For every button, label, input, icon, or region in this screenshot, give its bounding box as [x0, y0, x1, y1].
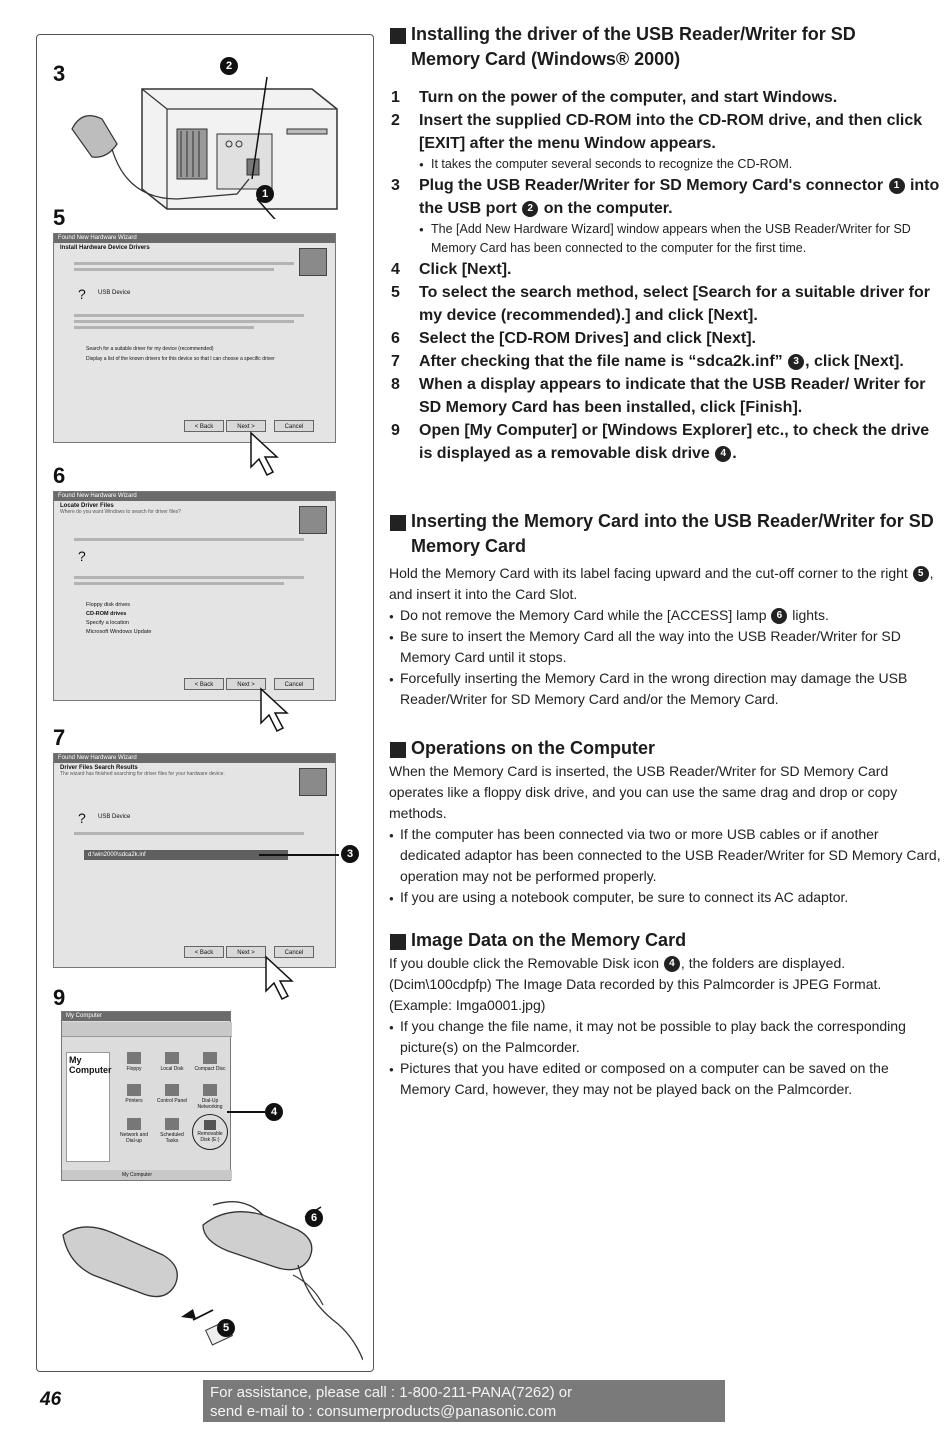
back-button[interactable]: < Back — [184, 678, 224, 690]
driver-file-path: d:\win2000\sdca2k.inf — [84, 850, 288, 860]
cdrom-checkbox[interactable]: CD-ROM drives — [86, 611, 127, 617]
step-item: 5 To select the search method, select [Search for a suitable driver for my device (recommended).] and click [Next]. — [391, 284, 930, 324]
cancel-button[interactable]: Cancel — [274, 678, 314, 690]
step-item: 2 Insert the supplied CD-ROM into the CD-ROM drive, and then click [EXIT] after the menu Window appears. ● It takes the computer several seconds to recognize the CD-ROM. — [389, 109, 941, 174]
callout-ref: 4 — [664, 956, 680, 972]
dialog-title: Found New Hardware Wizard — [54, 492, 335, 501]
floppy-drive-icon[interactable]: Floppy — [116, 1052, 152, 1072]
step-item: 9 Open [My Computer] or [Windows Explorer] etc., to check the drive is displayed as a removable disk drive 4 . — [391, 422, 930, 462]
question-icon: ? — [78, 810, 86, 826]
dialog-heading: Driver Files Search Results — [60, 765, 138, 771]
section-marker-icon — [390, 28, 406, 44]
my-computer-window — [61, 1011, 231, 1181]
network-icon[interactable]: Network and Dial-up — [116, 1118, 152, 1144]
wizard-dialog-step7 — [53, 753, 336, 968]
dialog-subheading: Where do you want Windows to search for driver files? — [60, 509, 181, 515]
support-phone-line: For assistance, please call : 1-800-211-PANA(7262) or — [210, 1384, 573, 1401]
callout-memory-card: 5 — [217, 1319, 235, 1337]
window-title: My Computer — [62, 1012, 230, 1021]
wizard-logo-icon — [299, 248, 327, 276]
step-item: 4 Click [Next]. — [391, 261, 512, 278]
status-bar: My Computer — [62, 1170, 232, 1180]
bullet-item: ● If you are using a notebook computer, be sure to connect its AC adaptor. — [389, 887, 941, 908]
bullet-list — [389, 1016, 941, 1100]
step-label-3: 3 — [53, 61, 66, 86]
cursor-arrow-icon — [262, 955, 302, 1001]
step-label-7: 7 — [53, 725, 66, 750]
callout-ref: 3 — [788, 354, 804, 370]
dialog-heading: Locate Driver Files — [60, 503, 114, 509]
callout-ref: 6 — [771, 608, 787, 624]
page-number: 46 — [40, 1389, 62, 1410]
local-disk-icon[interactable]: Local Disk — [154, 1052, 190, 1072]
step-item: 6 Select the [CD-ROM Drives] and click [Next]. — [391, 330, 756, 347]
windows-update-checkbox[interactable]: Microsoft Windows Update — [86, 629, 152, 635]
section-title-install-driver: Installing the driver of the USB Reader/Writer for SD Memory Card (Windows® 2000) — [389, 22, 941, 72]
bullet-list — [389, 605, 941, 710]
bullet-item: ● If the computer has been connected via two or more USB cables or if another dedicated adaptor has been connected to the USB Reader/Writer for SD Memory Card, operation may not be performed properly. — [389, 824, 941, 887]
dialog-subheading: The wizard has finished searching for driver files for your hardware device. — [60, 771, 225, 777]
callout-usb-port: 2 — [220, 57, 238, 75]
step-note: ● It takes the computer several seconds to recognize the CD-ROM. — [419, 155, 941, 174]
device-name: USB Device — [98, 290, 131, 296]
location-checkbox[interactable]: Specify a location — [86, 620, 130, 626]
callout-connector: 1 — [256, 185, 274, 203]
list-option-radio[interactable]: Display a list of the known drivers for this device so that I can choose a specific driver — [86, 356, 275, 362]
section-title-operations: Operations on the Computer — [389, 736, 941, 761]
control-panel-icon[interactable]: Control Panel — [154, 1084, 190, 1104]
cancel-button[interactable]: Cancel — [274, 420, 314, 432]
question-icon: ? — [78, 286, 86, 302]
section-title-image-data: Image Data on the Memory Card — [389, 928, 941, 953]
side-label: My Computer — [66, 1052, 110, 1162]
dialog-title: Found New Hardware Wizard — [54, 234, 335, 243]
wizard-dialog-step6 — [53, 491, 336, 701]
step-item: 8 When a display appears to indicate that the USB Reader/ Writer for SD Memory Card has been installed, click [Finish]. — [391, 376, 926, 416]
step-note: ● The [Add New Hardware Wizard] window appears when the USB Reader/Writer for SD Memory Card has been connected to the computer for the first time. — [419, 220, 941, 258]
bullet-item: ● Be sure to insert the Memory Card all the way into the USB Reader/Writer for SD Memory Card until it stops. — [389, 626, 941, 668]
illustration-panel — [36, 34, 374, 1372]
back-button[interactable]: < Back — [184, 420, 224, 432]
callout-ref: 4 — [715, 446, 731, 462]
section-marker-icon — [390, 934, 406, 950]
section-body: Hold the Memory Card with its label facing upward and the cut-off corner to the right 5 , and insert it into the Card Slot. — [389, 565, 934, 602]
computer-usb-illustration — [57, 49, 357, 219]
wizard-logo-icon — [299, 506, 327, 534]
scheduled-tasks-icon[interactable]: Scheduled Tasks — [154, 1118, 190, 1144]
next-button[interactable]: Next > — [226, 678, 266, 690]
dialog-heading: Install Hardware Device Drivers — [60, 245, 150, 251]
step-label-5: 5 — [53, 205, 66, 230]
search-option-radio[interactable]: Search for a suitable driver for my device (recommended) — [86, 346, 214, 352]
callout-file-name: 3 — [341, 845, 359, 863]
bullet-item: ● Pictures that you have edited or composed on a computer can be saved on the Memory Card, however, they may not be played back on the Palmcorder. — [389, 1058, 941, 1100]
wizard-logo-icon — [299, 768, 327, 796]
section-marker-icon — [390, 515, 406, 531]
bullet-item: ● Forcefully inserting the Memory Card in the wrong direction may damage the USB Reader/Writer for SD Memory Card and/or the Memory Card. — [389, 668, 941, 710]
next-button[interactable]: Next > — [226, 946, 266, 958]
section-body: If you double click the Removable Disk icon 4 , the folders are displayed. (Dcim\100cdpfp) The Image Data recorded by this Palmcorder is JPEG Format. (Example: Imga0001.jpg) — [389, 955, 882, 1013]
step-item: 7 After checking that the file name is “sdca2k.inf” 3 , click [Next]. — [391, 353, 904, 370]
callout-ref: 1 — [889, 178, 905, 194]
device-name: USB Device — [98, 814, 131, 820]
removable-disk-icon[interactable]: Removable Disk (E:) — [192, 1114, 228, 1150]
dialog-title: Found New Hardware Wizard — [54, 754, 335, 763]
callout-access-lamp: 6 — [305, 1209, 323, 1227]
bullet-list — [389, 824, 941, 908]
bullet-item: ● If you change the file name, it may not be possible to play back the corresponding picture(s) on the Palmcorder. — [389, 1016, 941, 1058]
cursor-arrow-icon — [257, 687, 297, 733]
callout-removable-disk: 4 — [265, 1103, 283, 1121]
cancel-button[interactable]: Cancel — [274, 946, 314, 958]
step-label-9: 9 — [53, 985, 66, 1010]
support-email-line[interactable]: send e-mail to : consumerproducts@panasonic.com — [210, 1403, 557, 1420]
question-icon: ? — [78, 548, 86, 564]
back-button[interactable]: < Back — [184, 946, 224, 958]
section-body: When the Memory Card is inserted, the USB Reader/Writer for SD Memory Card operates like a floppy disk drive, and you can use the same drag and drop or copy methods. — [389, 763, 898, 821]
printers-icon[interactable]: Printers — [116, 1084, 152, 1104]
next-button[interactable]: Next > — [226, 420, 266, 432]
bullet-item: ● Do not remove the Memory Card while the [ACCESS] lamp 6 lights. — [389, 605, 941, 626]
wizard-dialog-step5 — [53, 233, 336, 443]
instructions-column — [389, 22, 941, 1100]
support-banner — [203, 1380, 725, 1422]
section-title-inserting-card: Inserting the Memory Card into the USB Reader/Writer for SD Memory Card — [389, 509, 941, 559]
install-steps-list — [389, 86, 941, 465]
callout-ref: 5 — [913, 566, 929, 582]
step-label-6: 6 — [53, 463, 66, 488]
dialup-icon[interactable]: Dial-Up Networking — [192, 1084, 228, 1110]
cd-drive-icon[interactable]: Compact Disc — [192, 1052, 228, 1072]
floppy-checkbox[interactable]: Floppy disk drives — [86, 602, 131, 608]
section-marker-icon — [390, 742, 406, 758]
step-item: 3 Plug the USB Reader/Writer for SD Memory Card's connector 1 into the USB port 2 on the computer. ● The [Add New Hardware Wizard] window appears when the USB Reader/Writer for SD Memory Card has been connected to the computer for the first time. — [389, 174, 941, 258]
step-item: 1 Turn on the power of the computer, and start Windows. — [391, 89, 838, 106]
cursor-arrow-icon — [247, 431, 287, 477]
callout-ref: 2 — [522, 201, 538, 217]
